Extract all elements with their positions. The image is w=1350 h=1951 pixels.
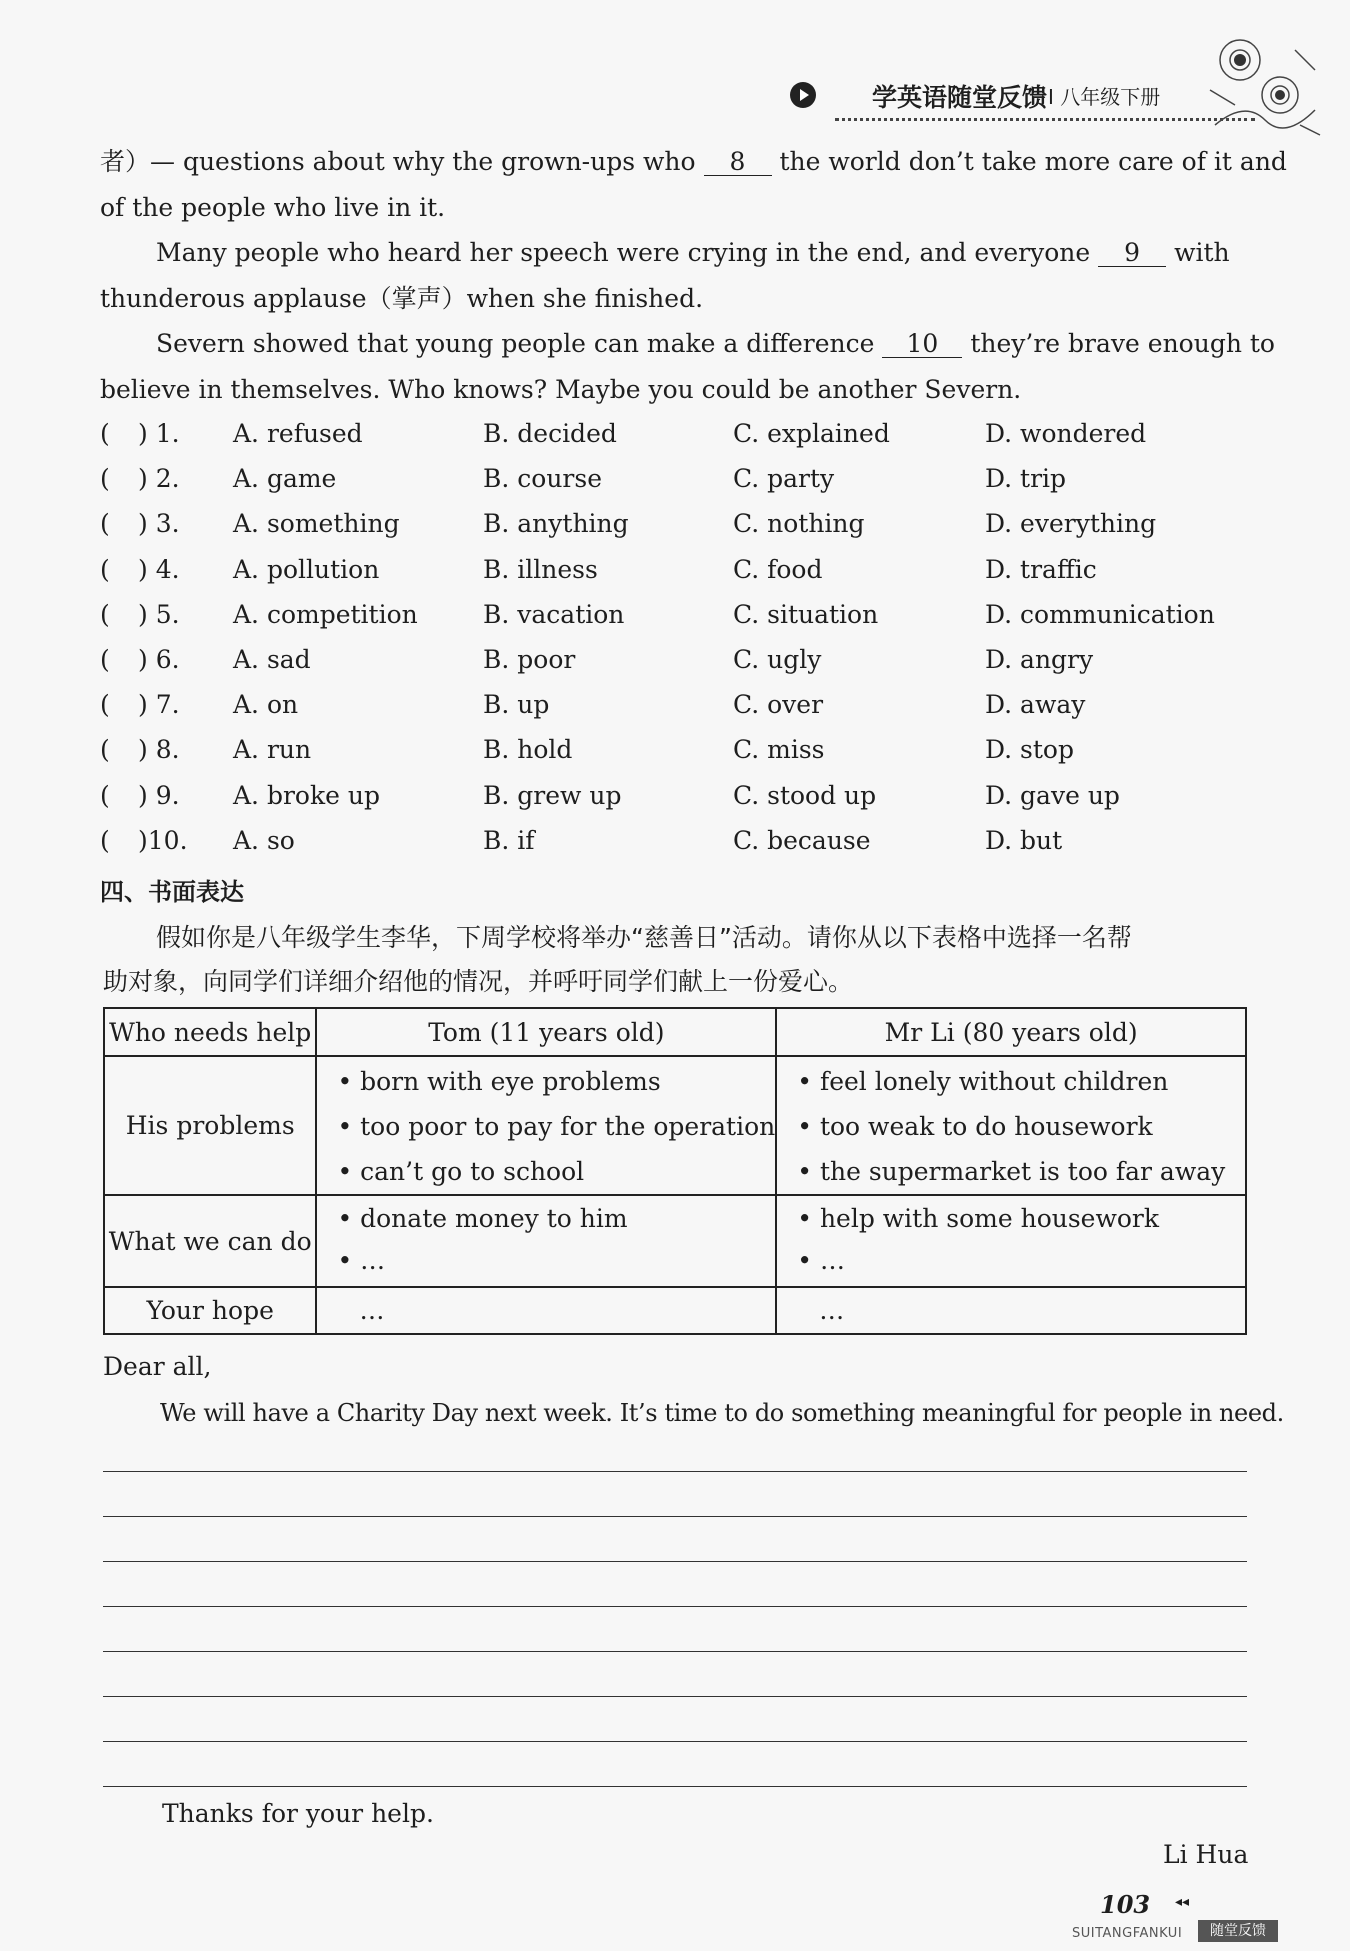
footer-latin-text: SUITANGFANKUI — [1072, 1926, 1183, 1941]
writing-line[interactable] — [103, 1696, 1247, 1697]
answer-blank-10: 10 — [882, 331, 962, 358]
tom-hope-cell: … — [316, 1287, 776, 1334]
option-b: B. up — [483, 690, 550, 720]
help-target-table — [103, 1007, 1247, 1335]
section-title: 四、书面表达 — [100, 878, 244, 906]
question-row — [100, 419, 1250, 455]
answer-bracket[interactable]: ( — [100, 780, 110, 810]
passage-line: thunderous applause（掌声）when she finished. — [100, 284, 704, 313]
option-d: D. communication — [985, 599, 1215, 629]
table-header-mr-li: Mr Li (80 years old) — [776, 1008, 1246, 1056]
option-b: B. course — [483, 464, 602, 494]
option-b: B. if — [483, 825, 535, 855]
table-header-cell: Who needs help — [104, 1008, 316, 1056]
question-row — [100, 464, 1250, 500]
table-bullet: • help with some housework — [797, 1204, 1160, 1233]
table-header-tom: Tom (11 years old) — [316, 1008, 776, 1056]
writing-line[interactable] — [103, 1651, 1247, 1652]
question-row — [100, 781, 1250, 817]
option-a: A. refused — [233, 419, 363, 448]
option-d: D. but — [985, 825, 1063, 855]
answer-bracket[interactable]: ( — [100, 825, 110, 855]
option-a: A. competition — [233, 599, 418, 629]
writing-line[interactable] — [103, 1741, 1247, 1742]
page-number: 103 — [1100, 1890, 1151, 1919]
book-subtitle — [1048, 81, 1160, 110]
option-a: A. on — [233, 690, 299, 720]
letter-opening: We will have a Charity Day next week. It’s time to do something meaningful for people in need. — [160, 1399, 1284, 1427]
question-number: ) 5. — [138, 599, 180, 629]
grade-label: 八年级下册 — [1060, 85, 1161, 109]
option-d: D. trip — [985, 464, 1067, 494]
question-number: ) 3. — [138, 509, 180, 539]
writing-line[interactable] — [103, 1471, 1247, 1472]
writing-line[interactable] — [103, 1606, 1247, 1607]
answer-blank-8: 8 — [704, 149, 772, 176]
letter-signature: Li Hua — [1163, 1840, 1249, 1869]
li-do-cell — [776, 1195, 1246, 1287]
question-row — [100, 645, 1250, 681]
question-row — [100, 555, 1250, 591]
page-header — [790, 78, 1260, 118]
option-c: C. stood up — [733, 780, 877, 810]
answer-bracket[interactable]: ( — [100, 690, 110, 720]
option-c: C. party — [733, 464, 835, 494]
option-d: D. angry — [985, 645, 1094, 674]
writing-line[interactable] — [103, 1516, 1247, 1517]
option-c: C. ugly — [733, 645, 822, 674]
title-separator: I — [1048, 85, 1054, 109]
answer-bracket[interactable]: ( — [100, 735, 110, 765]
option-b: B. anything — [483, 509, 629, 539]
table-bullet: • donate money to him — [337, 1204, 628, 1233]
option-b: B. grew up — [483, 780, 622, 810]
row-label-problems: His problems — [104, 1056, 316, 1195]
writing-line[interactable] — [103, 1786, 1247, 1787]
option-c: C. explained — [733, 419, 890, 448]
question-row — [100, 600, 1250, 636]
option-a: A. game — [233, 464, 337, 494]
question-number: ) 2. — [138, 464, 180, 494]
option-c: C. food — [733, 554, 823, 584]
option-c: C. nothing — [733, 509, 865, 539]
answer-bracket[interactable]: ( — [100, 464, 110, 494]
question-row — [100, 826, 1250, 862]
answer-bracket[interactable]: ( — [100, 599, 110, 629]
table-bullet: • too poor to pay for the operation — [337, 1112, 776, 1141]
option-a: A. something — [233, 509, 400, 539]
sunflower-decoration-icon — [1205, 30, 1325, 140]
li-hope-cell: … — [776, 1287, 1246, 1334]
question-number: ) 9. — [138, 780, 180, 810]
answer-bracket[interactable]: ( — [100, 645, 110, 674]
option-b: B. vacation — [483, 599, 625, 629]
passage-line: believe in themselves. Who knows? Maybe you could be another Severn. — [100, 375, 1022, 404]
option-b: B. illness — [483, 554, 598, 584]
table-bullet: • … — [337, 1246, 386, 1275]
option-d: D. wondered — [985, 419, 1147, 448]
row-label-your-hope: Your hope — [104, 1287, 316, 1334]
writing-prompt-line: 助对象，向同学们详细介绍他的情况，并呼吁同学们献上一份爱心。 — [103, 967, 854, 996]
letter-greeting: Dear all, — [103, 1352, 212, 1381]
option-c: C. because — [733, 825, 871, 855]
option-a: A. so — [233, 825, 295, 855]
table-bullet: • born with eye problems — [337, 1067, 661, 1096]
question-number: ) 6. — [138, 645, 180, 674]
question-number: ) 4. — [138, 554, 180, 584]
question-number: ) 1. — [138, 419, 180, 448]
answer-bracket[interactable]: ( — [100, 419, 110, 448]
option-d: D. stop — [985, 735, 1074, 765]
table-bullet: • can’t go to school — [337, 1157, 585, 1186]
tom-problems-cell — [316, 1056, 776, 1195]
option-a: A. pollution — [233, 554, 380, 584]
question-number: )10. — [138, 825, 188, 855]
writing-prompt-line: 假如你是八年级学生李华，下周学校将举办“慈善日”活动。请你从以下表格中选择一名帮 — [156, 923, 1132, 952]
play-icon — [790, 82, 816, 108]
book-title: 学英语随堂反馈 — [872, 83, 1048, 112]
table-bullet: • too weak to do housework — [797, 1112, 1153, 1141]
rewind-arrows-icon: ◂◂ — [1175, 1894, 1190, 1910]
option-d: D. everything — [985, 509, 1157, 539]
question-row — [100, 735, 1250, 771]
writing-line[interactable] — [103, 1561, 1247, 1562]
option-b: B. decided — [483, 419, 617, 448]
letter-closing: Thanks for your help. — [162, 1799, 434, 1828]
option-c: C. over — [733, 690, 824, 720]
option-d: D. away — [985, 690, 1086, 720]
option-a: A. broke up — [233, 780, 380, 810]
answer-bracket[interactable]: ( — [100, 554, 110, 584]
table-bullet: • the supermarket is too far away — [797, 1157, 1226, 1186]
option-d: D. traffic — [985, 554, 1097, 584]
answer-blank-9: 9 — [1098, 240, 1166, 267]
option-a: A. sad — [233, 645, 311, 674]
passage-line: Severn showed that young people can make a difference 10 they’re brave enough to — [156, 329, 1275, 358]
question-number: ) 7. — [138, 690, 180, 720]
option-b: B. hold — [483, 735, 573, 765]
answer-bracket[interactable]: ( — [100, 509, 110, 539]
li-problems-cell — [776, 1056, 1246, 1195]
passage-line: of the people who live in it. — [100, 193, 446, 222]
question-number: ) 8. — [138, 735, 180, 765]
row-label-what-we-can-do: What we can do — [104, 1195, 316, 1287]
table-bullet: • feel lonely without children — [797, 1067, 1169, 1096]
table-bullet: • … — [797, 1246, 845, 1275]
footer-badge: 随堂反馈 — [1198, 1920, 1278, 1942]
passage-line: 者）— questions about why the grown-ups who 8 the world don’t take more care of it and — [100, 147, 1287, 176]
option-d: D. gave up — [985, 780, 1120, 810]
option-b: B. poor — [483, 645, 576, 674]
tom-do-cell — [316, 1195, 776, 1287]
question-row — [100, 690, 1250, 726]
passage-line: Many people who heard her speech were crying in the end, and everyone 9 with — [156, 238, 1230, 267]
option-c: C. situation — [733, 599, 879, 629]
option-c: C. miss — [733, 735, 825, 765]
header-dotted-rule — [835, 118, 1255, 121]
footer-brand — [1072, 1920, 1277, 1942]
question-row — [100, 509, 1250, 545]
option-a: A. run — [233, 735, 312, 765]
